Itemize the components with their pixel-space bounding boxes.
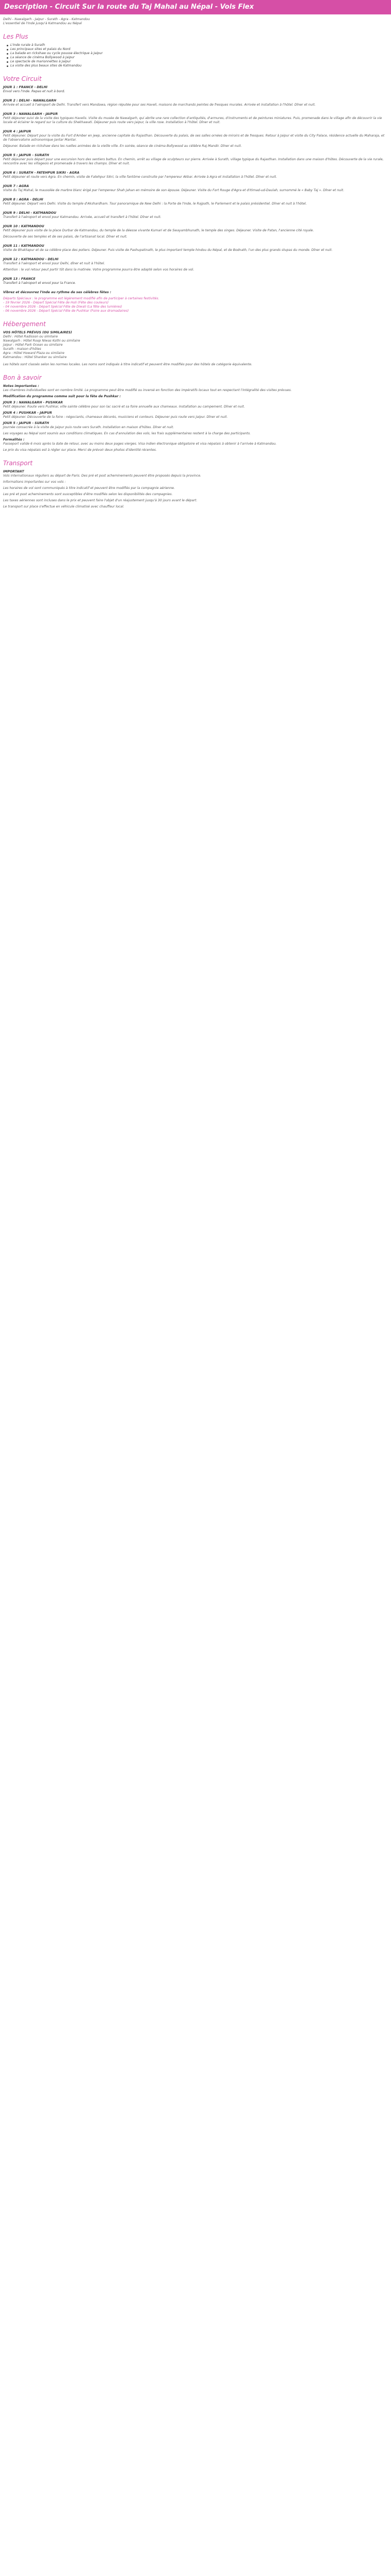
info-heading: JOUR 4 : PUSHKAR - JAIPUR [3,411,52,415]
day-entry [3,154,388,166]
info-paragraph: Le prix du visa népalais est à régler sur place. Merci de prévoir deux photos d'identité récentes. [3,448,157,452]
day-title: JOUR 10 : KATMANDOU [3,225,44,228]
plus-item: Les principaux sites et palais du Nord [10,47,388,52]
day-title: JOUR 12 : KATMANDOU - DELHI [3,258,59,261]
day-route: Envol vers l'Inde. Repas et nuit à bord. [3,90,66,93]
day-title: JOUR 6 : SURATH - FATEHPUR SIKRI - AGRA [3,171,79,175]
plus-list [10,43,388,68]
info-heading: JOUR 3 : NAWALGARH - PUSHKAR [3,401,63,404]
day-title: JOUR 13 : FRANCE [3,277,36,281]
transport-line: Les horaires de vol sont communiqués à titre indicatif et peuvent être modifiés par la compagnie aérienne. [3,486,175,490]
day-text [3,175,388,179]
day-paragraph: Petit déjeuner. Départ pour la visite du Fort d'Amber en jeep, ancienne capitale du Rajasthan. Découverte du palais, de ses salles ornées de miroirs et de fresques. Retour à Jaipur et visite du City Palace, résidence actuelle du Maharaja, et de l'observatoire astronomique Jantar Mantar. [3,134,385,142]
day-entry [3,225,388,239]
day-paragraph: Visite du Taj Mahal, le mausolée de marbre blanc érigé par l'empereur Shah Jahan en mémoire de son épouse. Déjeuner. Visite du Fort Rouge d'Agra et d'Itimad-ud-Daulah, surnommé le « Baby Taj ». Dîner et nuit. [3,189,345,192]
day-entry [3,258,388,272]
days-list [3,86,388,285]
info-paragraph: Les voyages au Népal sont soumis aux conditions climatiques. En cas d'annulation des vols, les frais supplémentaires restent à la charge des participants. [3,432,251,435]
lodging-line: Agra : Hôtel Howard Plaza ou similaire [3,351,64,355]
day-text [3,134,388,148]
day-title: JOUR 2 : DELHI - NAWALGARH [3,99,57,103]
plus-item: L'Inde rurale à Surath [10,43,388,47]
page-title: Description - Circuit Sur la route du Taj Mahal au Népal - Vols Flex [0,0,391,14]
plus-item: La balade en rickshaw ou cycle pousse électrique à Jaipur [10,52,388,56]
day-paragraph: Transfert à l'aéroport et envol pour Delhi, dîner et nuit à l'hôtel. [3,262,105,265]
day-title: JOUR 7 : AGRA [3,184,29,188]
day-paragraph: Petit déjeuner. Départ vers Delhi. Visite du temple d'Akshardham. Tour panoramique de New Delhi : la Porte de l'Inde, le Rajpath, le Parlement et le palais présidentiel. Dîner et nuit à l'hôtel. [3,202,307,206]
lodging-title: VOS HÔTELS PRÉVUS (OU SIMILAIRES) [3,331,72,334]
day-paragraph: Petit déjeuner suivi de la visite des typiques Havelis. Visite du musée de Nawalgarh, qui abrite une rare collection d'antiquités, d'armures, d'instruments et de peintures miniatures. Puis, promenade dans le village afin de découvrir la vie locale et éclairer le regard sur la culture du Shekhawati. Déjeuner puis route vers Jaipur, la ville rose. Installation à l'hôtel. Dîner et nuit. [3,116,382,124]
plus-heading: Les Plus [3,33,28,40]
day-entry [3,112,388,125]
day-paragraph: Petit déjeuner et route vers Agra. En chemin, visite de Fatehpur Sikri, la ville fantôme construite par l'empereur Akbar. Arrivée à Agra et installation à l'hôtel. Dîner et nuit. [3,175,277,179]
day-paragraph: Déjeuner. Balade en rickshaw dans les ruelles animées de la vieille ville. En soirée, séance de cinéma Bollywood au célèbre Raj Mandir. Dîner et nuit. [3,144,242,148]
info-paragraph: Les chambres individuelles sont en nombre limité. Le programme peut être modifié ou inversé en fonction des impératifs locaux tout en respectant l'intégralité des visites prévues. [3,388,292,392]
lodging-line: Nawalgarh : Hôtel Roop Niwas Kothi ou similaire [3,339,80,343]
info-paragraph: Petit déjeuner. Route vers Pushkar, ville sainte célèbre pour son lac sacré et sa foire annuelle aux chameaux. Installation au campement. Dîner et nuit. [3,405,245,409]
day-paragraph: Petit déjeuner puis visite de la place Durbar de Katmandou, du temple de la déesse vivante Kumari et de Swayambhunath, le temple des singes. Déjeuner. Visite de Patan, l'ancienne cité royale. [3,229,314,232]
transport-title: IMPORTANT [3,470,24,473]
plus-item: Le spectacle de marionnettes à Jaipur [10,60,388,64]
day-paragraph: Visite de Bhaktapur et de sa célèbre place des potiers. Déjeuner. Puis visite de Pashupatinath, le plus important temple hindou du Népal, et de Bodnath, l'un des plus grands stupas du monde. Dîner et nuit. [3,248,333,252]
transport-line: Les taxes aériennes sont incluses dans le prix et peuvent faire l'objet d'un réajustement jusqu'à 30 jours avant le départ. [3,499,198,502]
lodging-line: Surath : maison d'hôtes [3,347,41,351]
info-heading: JOUR 5 : JAIPUR - SURATH [3,421,50,425]
route-line: Delhi - Nawalgarh - Jaipur - Surath - Agra - Katmandou [3,18,90,21]
info-heading: Notes importantes : [3,384,39,388]
plus-item: La séance de cinéma Bollywood à Jaipur [10,56,388,60]
day-entry [3,86,388,94]
prices-line: - 04 novembre 2026 - Départ Spécial Fête de Diwali (La fête des lumières) [3,305,122,309]
day-text [3,202,388,206]
day-entry [3,277,388,285]
day-text [3,116,388,125]
day-text [3,229,388,239]
good-heading: Bon à savoir [3,374,42,381]
prices-line: Départs Spéciaux : le programme est légèrement modifié afin de participer à certaines festivités. [3,297,159,300]
day-route: Transfert à l'aéroport et envol pour la France. [3,281,76,285]
page [0,0,391,509]
day-entry [3,184,388,193]
day-title: JOUR 9 : DELHI - KATMANDOU [3,211,57,215]
prices-line: - 06 novembre 2026 - Départ Spécial Fête de Pushkar (Foire aux dromadaires) [3,309,129,313]
subtitle: L'essentiel de l'Inde jusqu'à Katmandou au Népal [3,22,82,25]
day-paragraph: Attention : le vol retour peut partir tôt dans la matinée. Votre programme pourra être adapté selon vos horaires de vol. [3,268,194,272]
transport-line: Vols internationaux réguliers au départ de Paris. Des pré et post acheminements peuvent être proposés depuis la province. [3,474,201,478]
day-paragraph: Transfert à l'aéroport et envol pour Katmandou. Arrivée, accueil et transfert à l'hôtel. Dîner et nuit. [3,215,161,219]
day-title: JOUR 11 : KATMANDOU [3,244,44,248]
day-text [3,215,388,219]
transport-line: Le transport sur place s'effectue en véhicule climatisé avec chauffeur local. [3,505,124,509]
day-text [3,262,388,272]
lodging-line: Katmandou : Hôtel Shanker ou similaire [3,355,67,359]
lodging-line: Delhi : Hôtel Radisson ou similaire [3,335,58,338]
prices-block [3,291,388,313]
info-heading: Modification du programme comme suit pour la fête de Pushkar : [3,395,121,398]
day-title: JOUR 3 : NAWALGARH - JAIPUR [3,112,58,116]
day-text [3,189,388,193]
transport-line: Informations importantes sur vos vols : [3,480,66,484]
plus-item: La visite des plus beaux sites de Katmandou [10,64,388,68]
day-entry [3,130,388,148]
info-paragraph: Passeport valide 6 mois après la date de retour, avec au moins deux pages vierges. Visa indien électronique obligatoire et visa népalais à obtenir à l'arrivée à Katmandou. [3,442,277,446]
prices-line: - 19 février 2026 - Départ Spécial Fête de Holi (Fête des couleurs) [3,301,109,304]
lodging-block [3,331,388,367]
info-paragraph: Petit déjeuner. Découverte de la foire : négociants, chameaux décorés, musiciens et conteurs. Déjeuner puis route vers Jaipur. Dîner et nuit. [3,415,228,419]
day-title: JOUR 5 : JAIPUR - SURATH [3,154,50,157]
day-paragraph: Petit déjeuner puis départ pour une excursion hors des sentiers battus. En chemin, arrêt au village de sculpteurs sur pierre. Arrivée à Surath, village typique du Rajasthan. Installation dans une maison d'hôtes. Découverte de la vie rurale, rencontre avec les villageois et promenade à travers les champs. Dîner et nuit. [3,158,384,165]
lodging-note: Les hôtels sont classés selon les normes locales. Les noms sont indiqués à titre indicatif et peuvent être modifiés pour des hôtels de catégorie équivalente. [3,363,252,366]
transport-line: Les pré et post acheminements sont susceptibles d'être modifiés selon les disponibilités des compagnies. [3,493,173,496]
day-entry [3,171,388,179]
day-title: JOUR 8 : AGRA - DELHI [3,198,43,201]
day-paragraph: Arrivée et accueil à l'aéroport de Delhi. Transfert vers Mandawa, région réputée pour ses Haveli, maisons de marchands peintes de fresques murales. Arrivée et installation à l'hôtel. Dîner et nuit. [3,103,316,107]
day-paragraph: Découverte de ses temples et de ses palais, de l'artisanat local. Dîner et nuit. [3,235,127,239]
day-title: JOUR 4 : JAIPUR [3,130,31,133]
lodging-heading: Hébergement [3,320,46,328]
prices-intro: Vibrez et découvrez l'Inde au rythme de ses célèbres fêtes : [3,291,111,294]
day-text [3,248,388,252]
lodging-line: Jaipur : Hôtel Park Ocean ou similaire [3,343,63,347]
info-heading: Formalités : [3,438,25,442]
day-text [3,158,388,166]
info-paragraph: Journée consacrée à la visite de Jaipur puis route vers Surath. Installation en maison d'hôtes. Dîner et nuit. [3,426,174,429]
day-entry [3,211,388,219]
transport-heading: Transport [3,460,33,467]
day-title: JOUR 1 : FRANCE - DELHI [3,86,47,89]
day-entry [3,244,388,252]
transport-block [3,470,388,509]
circuit-heading: Votre Circuit [3,75,42,82]
content [0,14,391,509]
good-block [3,384,388,452]
day-text [3,103,388,107]
day-entry [3,99,388,107]
day-entry [3,198,388,206]
meta [3,18,388,26]
